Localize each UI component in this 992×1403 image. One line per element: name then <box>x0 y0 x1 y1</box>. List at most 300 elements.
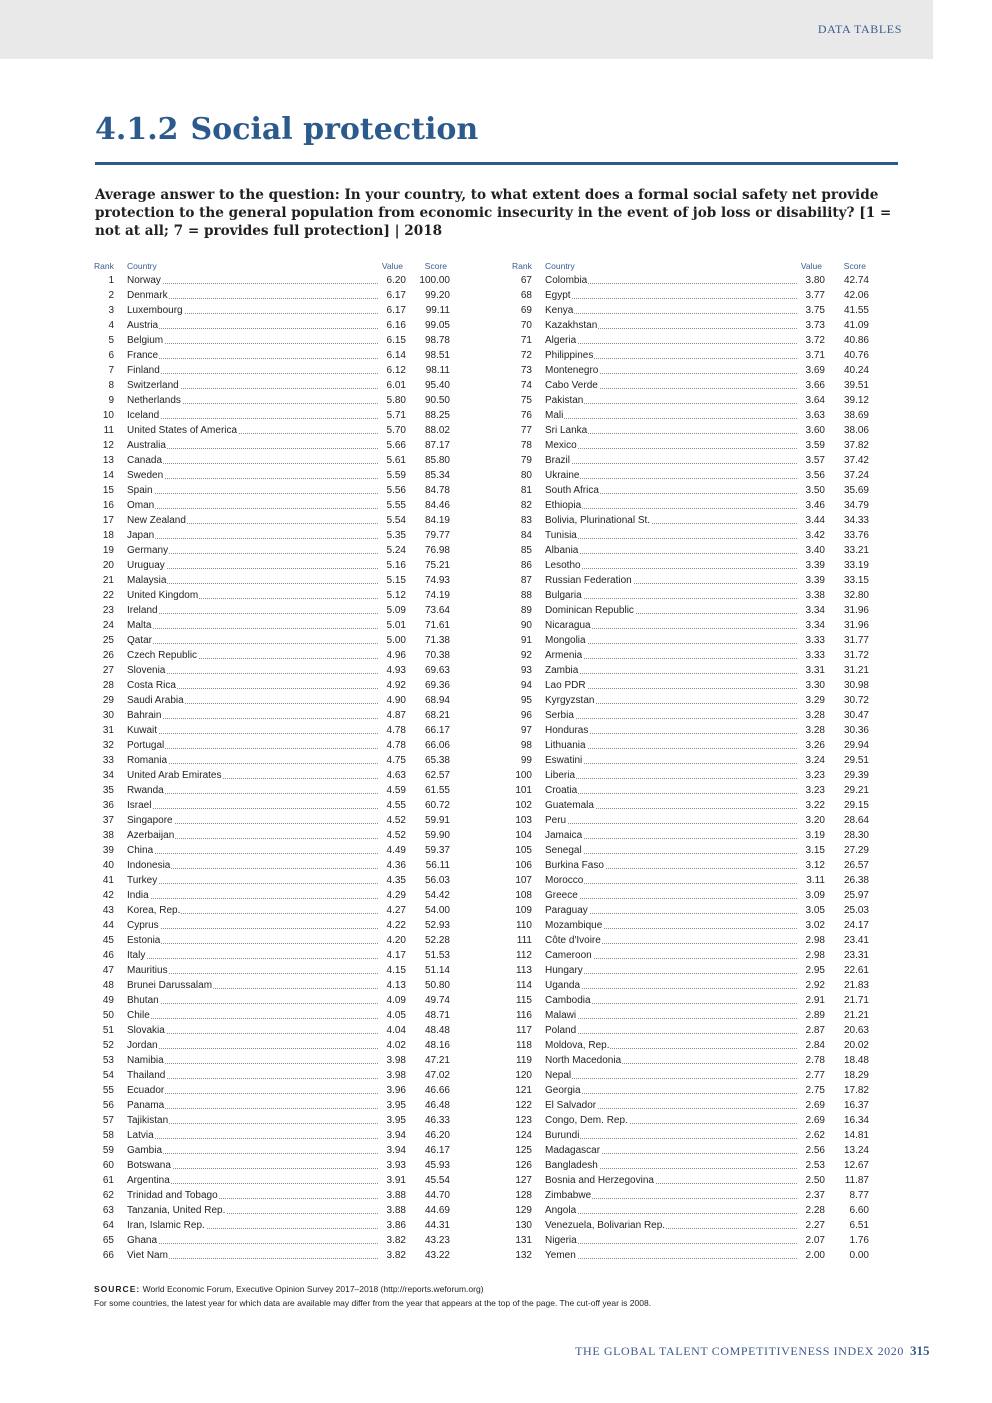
country-cell: Georgia <box>545 1085 581 1096</box>
rank-cell: 1 <box>108 275 114 286</box>
dot-leader <box>127 718 406 719</box>
score-cell: 24.17 <box>843 920 869 931</box>
value-cell: 2.62 <box>797 1128 825 1143</box>
rank-cell: 111 <box>516 935 532 946</box>
table-row <box>512 948 869 963</box>
table-row <box>94 783 450 798</box>
value-cell: 2.53 <box>797 1158 825 1173</box>
score-cell: 50.80 <box>424 980 450 991</box>
rank-cell: 69 <box>520 305 532 316</box>
score-cell: 76.98 <box>424 545 450 556</box>
country-cell: South Africa <box>545 485 599 496</box>
rank-cell: 19 <box>102 545 114 556</box>
table-row <box>94 423 450 438</box>
value-cell: 3.95 <box>378 1098 406 1113</box>
dot-leader <box>127 478 406 479</box>
country-cell: Jamaica <box>545 830 583 841</box>
dot-leader <box>545 688 825 689</box>
country-cell: Serbia <box>545 710 574 721</box>
rank-cell: 109 <box>515 905 532 916</box>
score-cell: 71.61 <box>424 620 450 631</box>
dot-leader <box>545 568 825 569</box>
country-cell: Kuwait <box>127 725 158 736</box>
rank-cell: 23 <box>102 605 114 616</box>
value-cell: 3.30 <box>797 678 825 693</box>
table-row <box>512 1068 869 1083</box>
score-cell: 46.48 <box>424 1100 450 1111</box>
value-cell: 3.69 <box>797 363 825 378</box>
score-cell: 25.97 <box>843 890 869 901</box>
value-cell: 6.17 <box>378 303 406 318</box>
score-cell: 23.41 <box>843 935 869 946</box>
rank-cell: 2 <box>108 290 114 301</box>
table-row <box>512 903 869 918</box>
table-row <box>94 303 450 318</box>
rank-cell: 85 <box>520 545 532 556</box>
rank-cell: 8 <box>108 380 114 391</box>
dot-leader <box>545 853 825 854</box>
footnote: For some countries, the latest year for which data are available may differ from the year that appears at the top of the page. The cut-off year is 2008. <box>94 1298 652 1308</box>
rank-cell: 31 <box>102 725 114 736</box>
score-cell: 69.36 <box>424 680 450 691</box>
table-row <box>94 438 450 453</box>
score-cell: 45.54 <box>424 1175 450 1186</box>
score-cell: 46.66 <box>424 1085 450 1096</box>
rank-cell: 91 <box>520 635 532 646</box>
table-row <box>512 753 869 768</box>
value-cell: 2.75 <box>797 1083 825 1098</box>
value-cell: 3.91 <box>378 1173 406 1188</box>
country-cell: Finland <box>127 365 160 376</box>
table-row <box>512 543 869 558</box>
score-cell: 21.71 <box>843 995 869 1006</box>
rank-cell: 22 <box>102 590 114 601</box>
score-cell: 8.77 <box>849 1190 869 1201</box>
rank-cell: 65 <box>102 1235 114 1246</box>
value-cell: 4.36 <box>378 858 406 873</box>
score-cell: 22.61 <box>843 965 869 976</box>
value-cell: 4.02 <box>378 1038 406 1053</box>
score-cell: 90.50 <box>424 395 450 406</box>
rank-cell: 54 <box>102 1070 114 1081</box>
score-cell: 42.74 <box>843 275 869 286</box>
table-row <box>512 933 869 948</box>
score-cell: 74.19 <box>424 590 450 601</box>
rank-cell: 94 <box>520 680 532 691</box>
country-cell: Switzerland <box>127 380 179 391</box>
value-cell: 3.29 <box>797 693 825 708</box>
country-cell: India <box>127 890 149 901</box>
country-cell: Austria <box>127 320 159 331</box>
country-cell: Lao PDR <box>545 680 586 691</box>
dot-leader <box>127 898 406 899</box>
table-row <box>512 993 869 1008</box>
dot-leader <box>127 943 406 944</box>
score-cell: 46.33 <box>424 1115 450 1126</box>
table-row <box>512 1008 869 1023</box>
value-cell: 3.57 <box>797 453 825 468</box>
table-row <box>512 1098 869 1113</box>
rank-cell: 73 <box>520 365 532 376</box>
rank-cell: 102 <box>515 800 532 811</box>
rank-cell: 15 <box>102 485 114 496</box>
table-header <box>512 260 869 273</box>
rank-cell: 88 <box>520 590 532 601</box>
table-row <box>94 1038 450 1053</box>
score-cell: 60.72 <box>424 800 450 811</box>
rank-cell: 123 <box>515 1115 532 1126</box>
table-row <box>512 408 869 423</box>
table-row <box>512 1173 869 1188</box>
value-cell: 4.78 <box>378 723 406 738</box>
dot-leader <box>127 1033 406 1034</box>
table-row <box>94 873 450 888</box>
table-row <box>94 723 450 738</box>
value-cell: 2.50 <box>797 1173 825 1188</box>
dot-leader <box>127 883 406 884</box>
table-row <box>94 318 450 333</box>
table-row <box>94 903 450 918</box>
dot-leader <box>545 658 825 659</box>
table-row <box>512 588 869 603</box>
dot-leader <box>545 343 825 344</box>
country-cell: Honduras <box>545 725 589 736</box>
score-cell: 38.69 <box>843 410 869 421</box>
score-cell: 66.06 <box>424 740 450 751</box>
score-header: Score <box>843 261 866 271</box>
rank-cell: 87 <box>520 575 532 586</box>
dot-leader <box>545 313 825 314</box>
ranking-table-right <box>512 260 869 1263</box>
rank-cell: 18 <box>102 530 114 541</box>
source-label: SOURCE: <box>94 1284 141 1294</box>
dot-leader <box>545 763 825 764</box>
score-cell: 88.25 <box>424 410 450 421</box>
country-cell: Dominican Republic <box>545 605 634 616</box>
country-cell: Italy <box>127 950 146 961</box>
value-cell: 2.28 <box>797 1203 825 1218</box>
country-cell: Guatemala <box>545 800 594 811</box>
country-cell: United Arab Emirates <box>127 770 222 781</box>
country-cell: Panama <box>127 1100 165 1111</box>
table-row <box>94 408 450 423</box>
value-cell: 3.72 <box>797 333 825 348</box>
score-cell: 51.53 <box>424 950 450 961</box>
value-cell: 3.09 <box>797 888 825 903</box>
rank-cell: 106 <box>515 860 532 871</box>
score-cell: 33.19 <box>843 560 869 571</box>
country-cell: Korea, Rep. <box>127 905 181 916</box>
score-cell: 69.63 <box>424 665 450 676</box>
value-cell: 5.54 <box>378 513 406 528</box>
value-cell: 4.22 <box>378 918 406 933</box>
rank-cell: 96 <box>520 710 532 721</box>
rank-cell: 60 <box>102 1160 114 1171</box>
value-cell: 3.15 <box>797 843 825 858</box>
country-cell: Venezuela, Bolivarian Rep. <box>545 1220 666 1231</box>
score-cell: 70.38 <box>424 650 450 661</box>
rank-cell: 113 <box>516 965 532 976</box>
table-row <box>512 468 869 483</box>
value-cell: 3.96 <box>378 1083 406 1098</box>
table-row <box>94 828 450 843</box>
value-cell: 3.42 <box>797 528 825 543</box>
value-cell: 2.78 <box>797 1053 825 1068</box>
value-cell: 6.15 <box>378 333 406 348</box>
value-cell: 3.59 <box>797 438 825 453</box>
country-cell: Colombia <box>545 275 588 286</box>
country-cell: Cameroon <box>545 950 592 961</box>
score-cell: 30.72 <box>843 695 869 706</box>
dot-leader <box>545 823 825 824</box>
value-cell: 3.86 <box>378 1218 406 1233</box>
score-cell: 0.00 <box>849 1250 869 1261</box>
country-cell: Rwanda <box>127 785 164 796</box>
table-row <box>512 483 869 498</box>
dot-leader <box>545 793 825 794</box>
score-cell: 88.02 <box>424 425 450 436</box>
table-row <box>94 1098 450 1113</box>
value-cell: 2.98 <box>797 948 825 963</box>
section-number: 4.1.2 <box>95 112 179 147</box>
value-cell: 3.71 <box>797 348 825 363</box>
value-cell: 5.00 <box>378 633 406 648</box>
dot-leader <box>545 643 825 644</box>
country-cell: Australia <box>127 440 166 451</box>
table-row <box>94 708 450 723</box>
rank-cell: 17 <box>102 515 114 526</box>
score-cell: 48.71 <box>424 1010 450 1021</box>
table-row <box>94 933 450 948</box>
score-cell: 17.82 <box>843 1085 869 1096</box>
score-cell: 39.12 <box>843 395 869 406</box>
country-cell: Lithuania <box>545 740 586 751</box>
country-cell: Mexico <box>545 440 577 451</box>
value-cell: 3.34 <box>797 603 825 618</box>
rank-cell: 6 <box>108 350 114 361</box>
country-cell: Mauritius <box>127 965 168 976</box>
country-cell: United States of America <box>127 425 238 436</box>
score-cell: 20.63 <box>843 1025 869 1036</box>
dot-leader <box>545 898 825 899</box>
table-row <box>512 378 869 393</box>
country-cell: Bulgaria <box>545 590 582 601</box>
table-row <box>94 963 450 978</box>
country-cell: Bosnia and Herzegovina <box>545 1175 654 1186</box>
rank-cell: 26 <box>102 650 114 661</box>
rank-cell: 131 <box>515 1235 532 1246</box>
value-cell: 3.40 <box>797 543 825 558</box>
survey-question: Average answer to the question: In your country, to what extent does a formal social safety net provide protection to the general population from economic insecurity in the event of job loss or disability? [1 = not at all; 7 = provides full protection] | 2018 <box>95 187 892 239</box>
score-cell: 1.76 <box>849 1235 869 1246</box>
table-row <box>94 348 450 363</box>
country-cell: Liberia <box>545 770 576 781</box>
rank-cell: 50 <box>102 1010 114 1021</box>
rank-cell: 79 <box>520 455 532 466</box>
rank-cell: 116 <box>516 1010 532 1021</box>
rank-cell: 35 <box>102 785 114 796</box>
score-cell: 20.02 <box>843 1040 869 1051</box>
score-cell: 33.76 <box>843 530 869 541</box>
table-row <box>94 1068 450 1083</box>
value-cell: 3.98 <box>378 1068 406 1083</box>
value-cell: 3.22 <box>797 798 825 813</box>
rank-cell: 29 <box>102 695 114 706</box>
rank-cell: 46 <box>102 950 114 961</box>
value-cell: 3.39 <box>797 558 825 573</box>
table-row <box>512 858 869 873</box>
value-cell: 5.12 <box>378 588 406 603</box>
value-cell: 6.16 <box>378 318 406 333</box>
score-cell: 54.42 <box>424 890 450 901</box>
title-rule <box>95 162 898 165</box>
table-row <box>512 978 869 993</box>
rank-cell: 129 <box>515 1205 532 1216</box>
rank-cell: 82 <box>520 500 532 511</box>
score-cell: 18.48 <box>843 1055 869 1066</box>
value-cell: 3.50 <box>797 483 825 498</box>
ranking-table-left <box>94 260 450 1263</box>
country-cell: Iran, Islamic Rep. <box>127 1220 205 1231</box>
score-cell: 43.23 <box>424 1235 450 1246</box>
score-cell: 37.24 <box>843 470 869 481</box>
score-cell: 66.17 <box>424 725 450 736</box>
table-row <box>512 393 869 408</box>
score-cell: 32.80 <box>843 590 869 601</box>
value-cell: 5.09 <box>378 603 406 618</box>
country-cell: Burkina Faso <box>545 860 604 871</box>
rank-cell: 57 <box>102 1115 114 1126</box>
table-row <box>512 528 869 543</box>
table-row <box>512 648 869 663</box>
country-cell: Japan <box>127 530 155 541</box>
score-cell: 47.21 <box>424 1055 450 1066</box>
score-cell: 95.40 <box>424 380 450 391</box>
dot-leader <box>127 763 406 764</box>
rank-cell: 118 <box>516 1040 532 1051</box>
table-row <box>512 888 869 903</box>
dot-leader <box>127 973 406 974</box>
rank-cell: 98 <box>520 740 532 751</box>
dot-leader <box>127 373 406 374</box>
dot-leader <box>545 1243 825 1244</box>
value-cell: 3.63 <box>797 408 825 423</box>
table-row <box>94 843 450 858</box>
value-cell: 5.24 <box>378 543 406 558</box>
rank-cell: 112 <box>516 950 532 961</box>
table-row <box>512 1248 869 1263</box>
table-row <box>512 363 869 378</box>
value-cell: 3.80 <box>797 273 825 288</box>
table-row <box>512 873 869 888</box>
score-cell: 84.46 <box>424 500 450 511</box>
score-cell: 84.19 <box>424 515 450 526</box>
score-cell: 31.77 <box>843 635 869 646</box>
country-cell: Burundi <box>545 1130 580 1141</box>
score-header: Score <box>424 261 447 271</box>
value-cell: 2.00 <box>797 1248 825 1263</box>
rank-cell: 93 <box>520 665 532 676</box>
dot-leader <box>545 838 825 839</box>
value-cell: 4.13 <box>378 978 406 993</box>
rank-cell: 81 <box>520 485 532 496</box>
score-cell: 33.15 <box>843 575 869 586</box>
score-cell: 39.51 <box>843 380 869 391</box>
score-cell: 40.24 <box>843 365 869 376</box>
table-row <box>94 1188 450 1203</box>
score-cell: 6.60 <box>849 1205 869 1216</box>
table-row <box>512 1083 869 1098</box>
value-cell: 3.44 <box>797 513 825 528</box>
value-cell: 4.20 <box>378 933 406 948</box>
country-cell: Sri Lanka <box>545 425 588 436</box>
score-cell: 11.87 <box>844 1175 869 1186</box>
rank-cell: 130 <box>515 1220 532 1231</box>
score-cell: 52.93 <box>424 920 450 931</box>
dot-leader <box>545 778 825 779</box>
country-cell: Kazakhstan <box>545 320 598 331</box>
table-row <box>512 1203 869 1218</box>
value-cell: 5.35 <box>378 528 406 543</box>
dot-leader <box>127 1048 406 1049</box>
score-cell: 71.38 <box>424 635 450 646</box>
country-cell: Argentina <box>127 1175 170 1186</box>
score-cell: 98.78 <box>424 335 450 346</box>
value-cell: 5.59 <box>378 468 406 483</box>
table-row <box>94 813 450 828</box>
country-cell: Philippines <box>545 350 594 361</box>
rank-cell: 67 <box>520 275 532 286</box>
country-cell: Belgium <box>127 335 164 346</box>
table-header <box>94 260 450 273</box>
value-cell: 5.61 <box>378 453 406 468</box>
value-cell: 6.20 <box>378 273 406 288</box>
table-row <box>94 978 450 993</box>
rank-cell: 90 <box>520 620 532 631</box>
table-row <box>512 1218 869 1233</box>
dot-leader <box>127 508 406 509</box>
country-cell: Yemen <box>545 1250 576 1261</box>
rank-header: Rank <box>512 261 532 271</box>
score-cell: 46.20 <box>424 1130 450 1141</box>
table-row <box>512 438 869 453</box>
dot-leader <box>545 403 825 404</box>
rank-cell: 114 <box>516 980 532 991</box>
rank-cell: 27 <box>102 665 114 676</box>
value-cell: 3.95 <box>378 1113 406 1128</box>
table-row <box>512 303 869 318</box>
dot-leader <box>127 673 406 674</box>
country-cell: Gambia <box>127 1145 163 1156</box>
country-cell: Ethiopia <box>545 500 582 511</box>
score-cell: 34.79 <box>843 500 869 511</box>
country-cell: Azerbaijan <box>127 830 175 841</box>
value-cell: 4.29 <box>378 888 406 903</box>
rank-cell: 66 <box>102 1250 114 1261</box>
country-cell: Tajikistan <box>127 1115 169 1126</box>
table-row <box>94 1158 450 1173</box>
rank-header: Rank <box>94 261 114 271</box>
dot-leader <box>127 1138 406 1139</box>
country-cell: Malaysia <box>127 575 167 586</box>
value-cell: 3.39 <box>797 573 825 588</box>
section-label: DATA TABLES <box>817 22 902 36</box>
value-cell: 3.02 <box>797 918 825 933</box>
table-row <box>94 543 450 558</box>
value-cell: 3.05 <box>797 903 825 918</box>
score-cell: 23.31 <box>843 950 869 961</box>
score-cell: 41.55 <box>843 305 869 316</box>
